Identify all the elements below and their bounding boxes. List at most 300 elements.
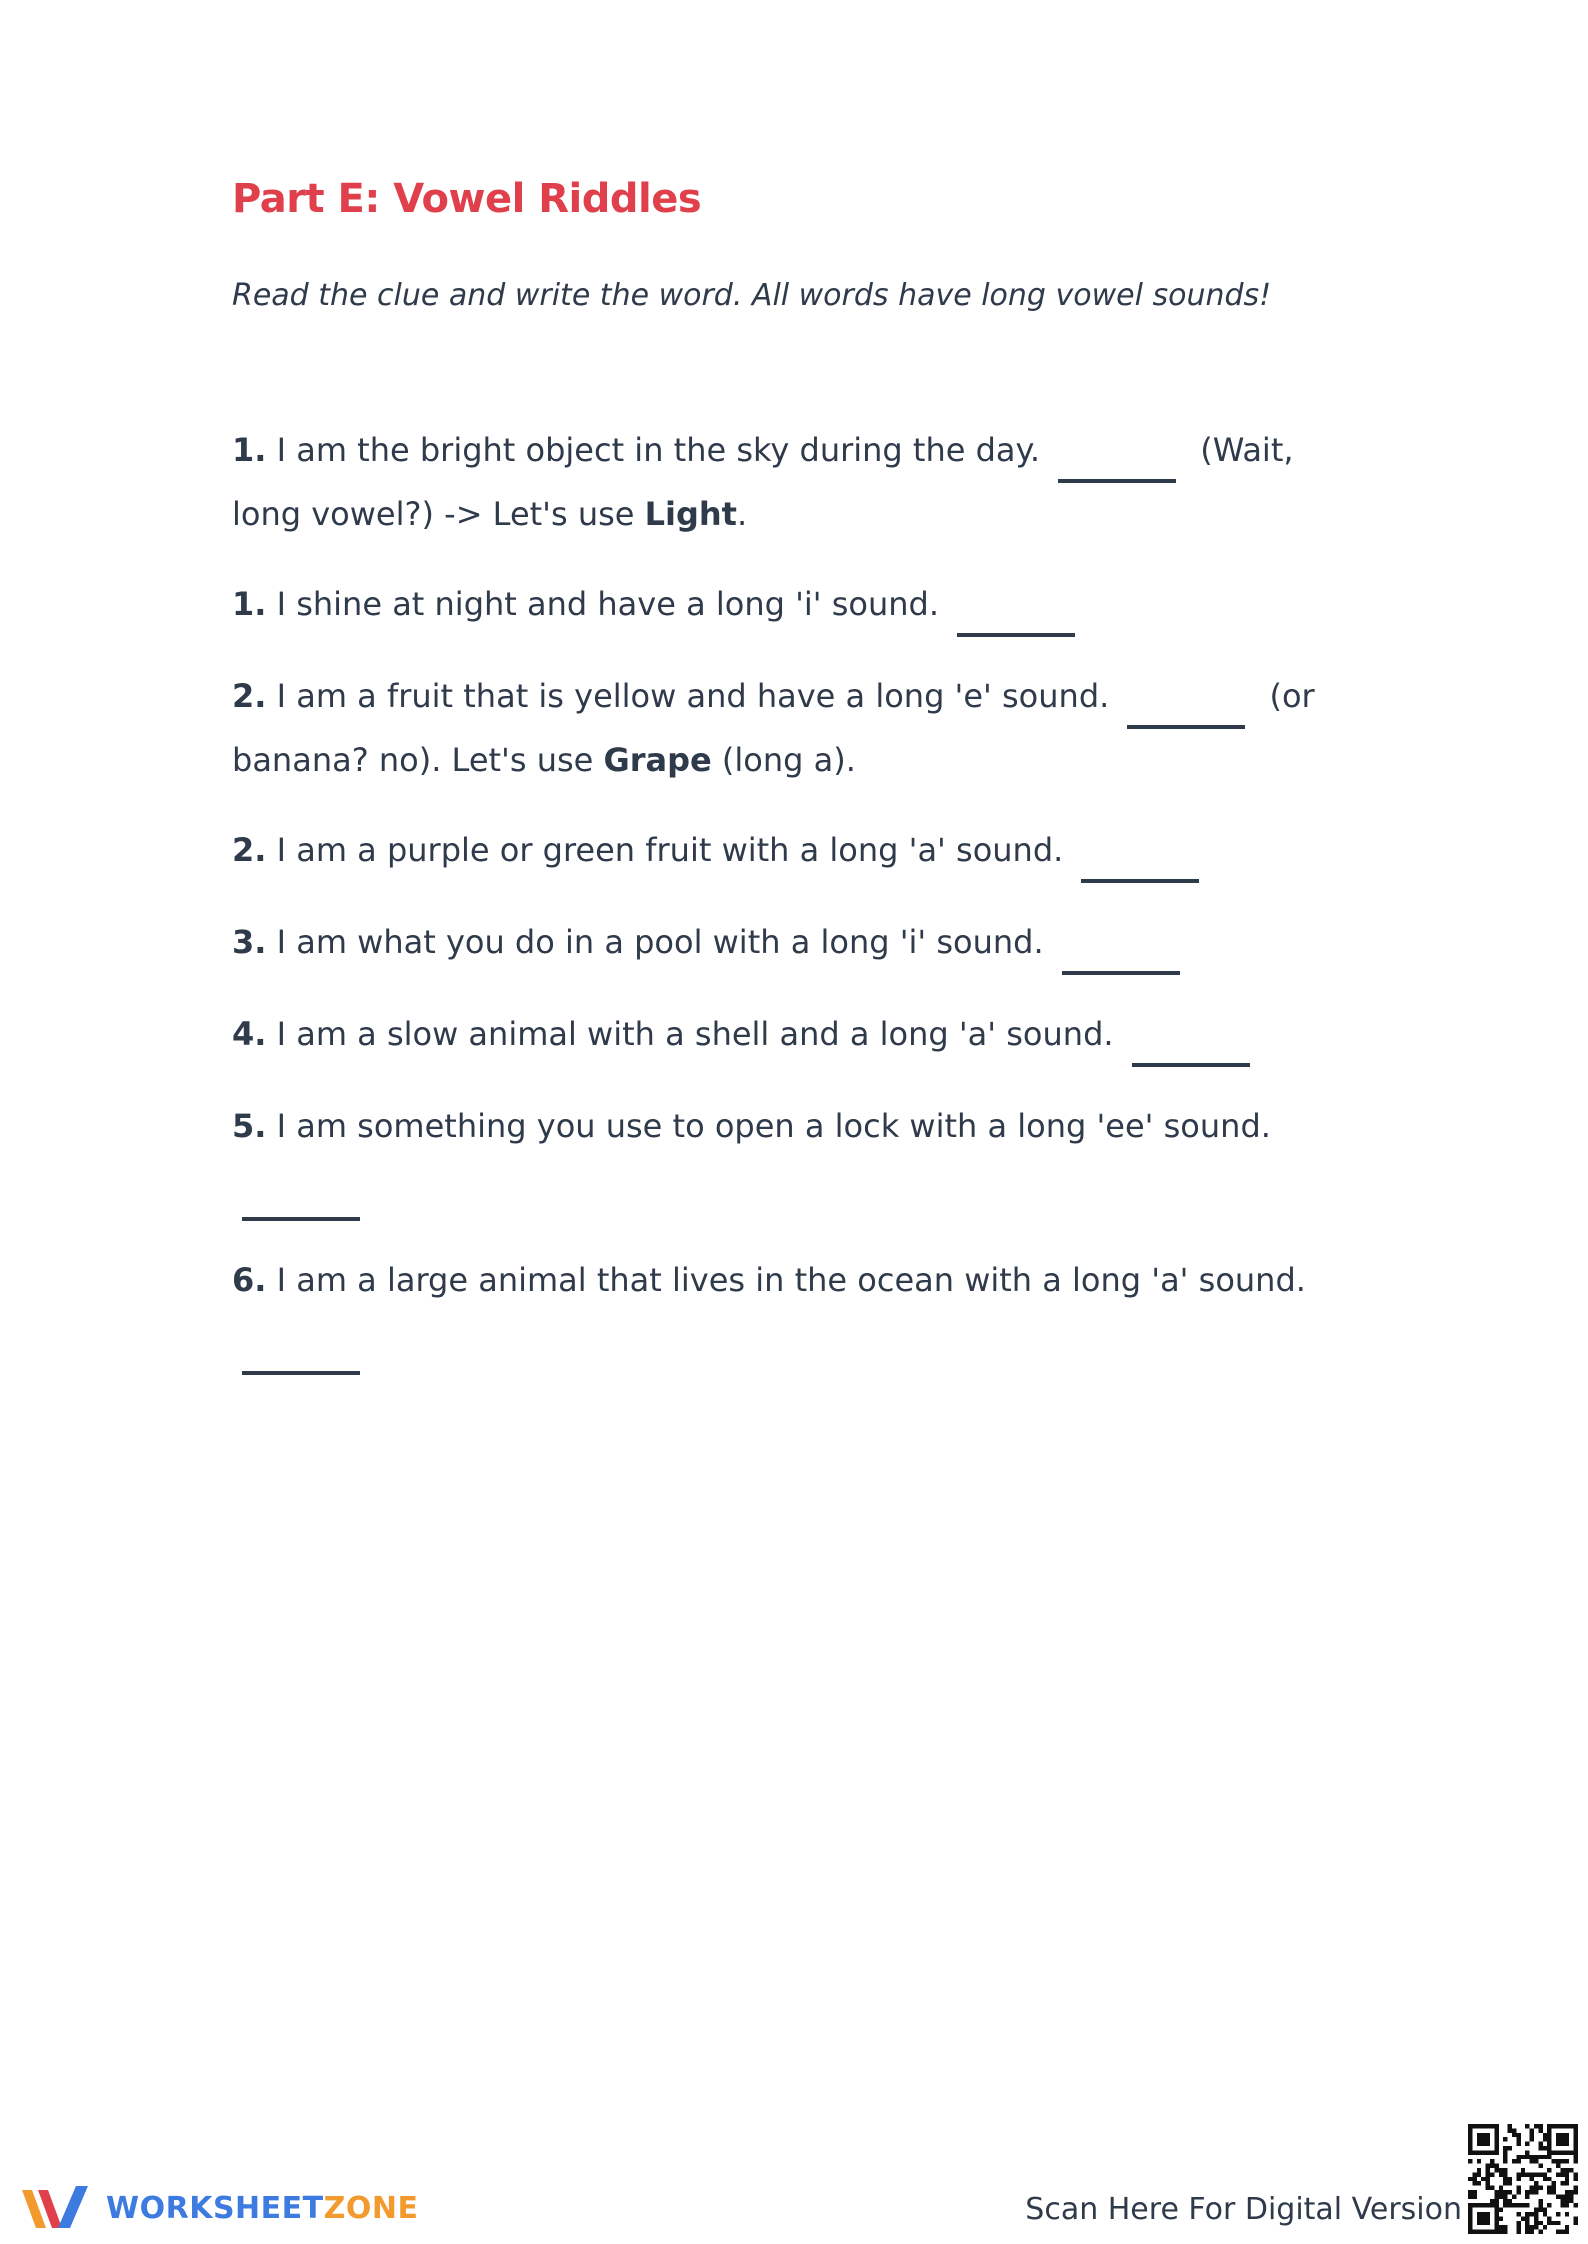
qr-module [1472, 2230, 1476, 2234]
qr-module [1525, 2212, 1529, 2216]
qr-module [1547, 2128, 1551, 2132]
qr-module [1556, 2159, 1560, 2163]
qr-module [1525, 2230, 1529, 2234]
qr-code-icon[interactable] [1468, 2124, 1578, 2234]
qr-module [1556, 2124, 1560, 2128]
qr-module [1525, 2142, 1529, 2146]
qr-module [1543, 2137, 1547, 2141]
qr-module [1468, 2212, 1472, 2216]
qr-module [1530, 2159, 1534, 2163]
qr-module [1569, 2124, 1573, 2128]
qr-module [1525, 2194, 1529, 2198]
item-number: 6. [232, 1261, 267, 1299]
qr-module [1477, 2124, 1481, 2128]
qr-module [1547, 2216, 1551, 2220]
qr-module [1477, 2216, 1481, 2220]
qr-module [1508, 2190, 1512, 2194]
qr-module [1486, 2150, 1490, 2154]
qr-module [1508, 2128, 1512, 2132]
qr-module [1560, 2137, 1564, 2141]
qr-module [1538, 2172, 1542, 2176]
qr-module [1552, 2186, 1556, 2190]
qr-module [1565, 2168, 1569, 2172]
qr-module [1503, 2146, 1507, 2150]
qr-module [1538, 2146, 1542, 2150]
riddle-note: (or banana? no). Let's use [232, 677, 1315, 779]
qr-module [1569, 2168, 1573, 2172]
qr-module [1486, 2172, 1490, 2176]
answer-blank[interactable] [957, 633, 1075, 637]
qr-module [1560, 2142, 1564, 2146]
qr-module [1560, 2159, 1564, 2163]
item-number: 1. [232, 585, 267, 623]
qr-module [1569, 2190, 1573, 2194]
qr-module [1547, 2146, 1551, 2150]
qr-module [1521, 2155, 1525, 2159]
qr-module [1547, 2190, 1551, 2194]
qr-module [1468, 2190, 1472, 2194]
qr-module [1490, 2164, 1494, 2168]
qr-module [1486, 2230, 1490, 2234]
qr-module [1468, 2194, 1472, 2198]
qr-module [1525, 2225, 1529, 2229]
qr-module [1565, 2190, 1569, 2194]
qr-module [1477, 2142, 1481, 2146]
qr-module [1512, 2133, 1516, 2137]
qr-module [1503, 2177, 1507, 2181]
qr-module [1574, 2172, 1578, 2176]
qr-module [1534, 2181, 1538, 2185]
qr-module [1543, 2146, 1547, 2150]
qr-module [1547, 2186, 1551, 2190]
qr-module [1538, 2142, 1542, 2146]
qr-module [1560, 2230, 1564, 2234]
qr-module [1543, 2172, 1547, 2176]
qr-module [1534, 2159, 1538, 2163]
qr-module [1508, 2146, 1512, 2150]
qr-module [1494, 2142, 1498, 2146]
qr-module [1486, 2142, 1490, 2146]
riddle-item-2a [232, 665, 1362, 791]
qr-module [1560, 2124, 1564, 2128]
qr-module [1516, 2212, 1520, 2216]
answer-blank[interactable] [1132, 1063, 1250, 1067]
riddle-text: I am what you do in a pool with a long 'i' sound. [276, 923, 1044, 961]
qr-module [1494, 2168, 1498, 2172]
qr-module [1472, 2177, 1476, 2181]
qr-module [1574, 2137, 1578, 2141]
qr-module [1547, 2124, 1551, 2128]
qr-module [1494, 2221, 1498, 2225]
qr-module [1534, 2186, 1538, 2190]
qr-module [1503, 2203, 1507, 2207]
qr-module [1477, 2137, 1481, 2141]
qr-module [1565, 2177, 1569, 2181]
qr-module [1525, 2216, 1529, 2220]
qr-module [1486, 2133, 1490, 2137]
qr-module [1574, 2146, 1578, 2150]
qr-module [1552, 2190, 1556, 2194]
qr-module [1486, 2124, 1490, 2128]
qr-module [1556, 2194, 1560, 2198]
qr-module [1477, 2212, 1481, 2216]
qr-module [1565, 2199, 1569, 2203]
qr-module [1538, 2164, 1542, 2168]
qr-module [1486, 2181, 1490, 2185]
item-number: 3. [232, 923, 267, 961]
qr-module [1552, 2181, 1556, 2185]
qr-module [1468, 2203, 1472, 2207]
qr-module [1516, 2159, 1520, 2163]
qr-module [1494, 2164, 1498, 2168]
riddle-text: I am a fruit that is yellow and have a long 'e' sound. [276, 677, 1110, 715]
qr-module [1481, 2221, 1485, 2225]
qr-module [1547, 2221, 1551, 2225]
riddle-item-5 [232, 1095, 1362, 1221]
qr-module [1565, 2181, 1569, 2185]
qr-module [1574, 2190, 1578, 2194]
qr-module [1503, 2155, 1507, 2159]
logo-text-worksheet: WORKSHEET [106, 2190, 324, 2226]
logo-text-zone: ZONE [323, 2190, 419, 2226]
qr-module [1494, 2190, 1498, 2194]
qr-module [1477, 2133, 1481, 2137]
qr-module [1560, 2168, 1564, 2172]
qr-module [1556, 2142, 1560, 2146]
qr-module [1538, 2186, 1542, 2190]
qr-module [1468, 2124, 1472, 2128]
qr-module [1565, 2172, 1569, 2176]
riddle-text: I am the bright object in the sky during the day. [276, 431, 1041, 469]
qr-module [1468, 2142, 1472, 2146]
qr-module [1494, 2230, 1498, 2234]
qr-module [1530, 2212, 1534, 2216]
qr-module [1468, 2230, 1472, 2234]
answer-blank[interactable] [1062, 971, 1180, 975]
qr-module [1525, 2150, 1529, 2154]
qr-module [1516, 2172, 1520, 2176]
answer-blank[interactable] [242, 1371, 360, 1375]
qr-module [1538, 2128, 1542, 2132]
qr-module [1547, 2133, 1551, 2137]
qr-module [1521, 2168, 1525, 2172]
riddle-answer-word: Grape [603, 741, 712, 779]
qr-module [1565, 2142, 1569, 2146]
qr-module [1499, 2230, 1503, 2234]
qr-module [1525, 2124, 1529, 2128]
qr-module [1538, 2124, 1542, 2128]
qr-module [1560, 2150, 1564, 2154]
qr-module [1503, 2159, 1507, 2163]
qr-module [1486, 2221, 1490, 2225]
riddle-item-4 [232, 1003, 1362, 1067]
qr-module [1481, 2216, 1485, 2220]
qr-module [1560, 2194, 1564, 2198]
item-number: 4. [232, 1015, 267, 1053]
qr-module [1477, 2221, 1481, 2225]
qr-module [1538, 2155, 1542, 2159]
qr-module [1538, 2221, 1542, 2225]
qr-module [1486, 2203, 1490, 2207]
qr-module [1503, 2230, 1507, 2234]
riddle-text: I am a slow animal with a shell and a long 'a' sound. [276, 1015, 1114, 1053]
qr-module [1499, 2194, 1503, 2198]
qr-module [1574, 2124, 1578, 2128]
answer-blank[interactable] [1127, 725, 1245, 729]
item-number: 2. [232, 831, 267, 869]
qr-module [1543, 2212, 1547, 2216]
qr-module [1481, 2177, 1485, 2181]
qr-module [1552, 2159, 1556, 2163]
qr-module [1494, 2137, 1498, 2141]
qr-module [1565, 2212, 1569, 2216]
qr-module [1565, 2203, 1569, 2207]
qr-module [1499, 2186, 1503, 2190]
qr-module [1569, 2194, 1573, 2198]
qr-module [1503, 2190, 1507, 2194]
qr-module [1534, 2221, 1538, 2225]
qr-module [1481, 2142, 1485, 2146]
qr-module [1472, 2194, 1476, 2198]
qr-module [1486, 2212, 1490, 2216]
qr-module [1494, 2212, 1498, 2216]
qr-module [1574, 2216, 1578, 2220]
qr-module [1486, 2168, 1490, 2172]
qr-module [1512, 2203, 1516, 2207]
riddle-note-tail: . [736, 495, 748, 533]
qr-module [1525, 2203, 1529, 2207]
qr-module [1538, 2199, 1542, 2203]
qr-module [1516, 2133, 1520, 2137]
qr-module [1556, 2172, 1560, 2176]
qr-module [1477, 2203, 1481, 2207]
qr-module [1516, 2203, 1520, 2207]
qr-module [1534, 2155, 1538, 2159]
qr-module [1512, 2128, 1516, 2132]
qr-module [1556, 2137, 1560, 2141]
qr-module [1508, 2124, 1512, 2128]
qr-module [1538, 2208, 1542, 2212]
qr-module [1490, 2159, 1494, 2163]
qr-module [1552, 2150, 1556, 2154]
qr-module [1530, 2133, 1534, 2137]
page-title: Part E: Vowel Riddles [232, 176, 702, 222]
worksheet-content [232, 176, 1362, 1403]
qr-module [1490, 2150, 1494, 2154]
qr-module [1565, 2159, 1569, 2163]
riddle-text: I am a purple or green fruit with a long 'a' sound. [276, 831, 1064, 869]
qr-module [1516, 2142, 1520, 2146]
qr-module [1574, 2128, 1578, 2132]
qr-module [1556, 2221, 1560, 2225]
qr-module [1547, 2142, 1551, 2146]
qr-module [1516, 2137, 1520, 2141]
qr-module [1574, 2186, 1578, 2190]
qr-module [1534, 2124, 1538, 2128]
riddle-item-3 [232, 911, 1362, 975]
qr-module [1468, 2159, 1472, 2163]
qr-module [1543, 2133, 1547, 2137]
qr-module [1477, 2159, 1481, 2163]
qr-module [1574, 2150, 1578, 2154]
qr-module [1569, 2199, 1573, 2203]
qr-module [1481, 2203, 1485, 2207]
qr-module [1486, 2177, 1490, 2181]
qr-module [1468, 2216, 1472, 2220]
qr-module [1556, 2212, 1560, 2216]
qr-module [1574, 2142, 1578, 2146]
qr-module [1468, 2137, 1472, 2141]
qr-module [1503, 2172, 1507, 2176]
qr-module [1530, 2225, 1534, 2229]
qr-module [1534, 2216, 1538, 2220]
qr-module [1486, 2137, 1490, 2141]
qr-module [1494, 2150, 1498, 2154]
qr-module [1556, 2133, 1560, 2137]
qr-module [1503, 2168, 1507, 2172]
riddle-item-1a [232, 419, 1362, 545]
qr-module [1516, 2177, 1520, 2181]
qr-module [1560, 2181, 1564, 2185]
qr-module [1481, 2150, 1485, 2154]
qr-module [1494, 2203, 1498, 2207]
qr-module [1516, 2186, 1520, 2190]
qr-module [1468, 2177, 1472, 2181]
answer-blank[interactable] [242, 1217, 360, 1221]
qr-module [1499, 2172, 1503, 2176]
riddle-item-1b [232, 573, 1362, 637]
qr-module [1503, 2199, 1507, 2203]
qr-module [1516, 2225, 1520, 2229]
qr-module [1481, 2137, 1485, 2141]
qr-module [1534, 2190, 1538, 2194]
qr-module [1477, 2172, 1481, 2176]
qr-module [1486, 2186, 1490, 2190]
qr-module [1494, 2124, 1498, 2128]
qr-module [1468, 2225, 1472, 2229]
qr-module [1490, 2186, 1494, 2190]
qr-module [1503, 2225, 1507, 2229]
qr-module [1530, 2172, 1534, 2176]
qr-module [1494, 2216, 1498, 2220]
qr-module [1481, 2124, 1485, 2128]
qr-module [1574, 2155, 1578, 2159]
qr-module [1477, 2230, 1481, 2234]
qr-module [1565, 2137, 1569, 2141]
qr-module [1560, 2199, 1564, 2203]
qr-module [1490, 2230, 1494, 2234]
qr-module [1499, 2168, 1503, 2172]
riddle-text: I am something you use to open a lock with a long 'ee' sound. [276, 1107, 1271, 1145]
answer-blank[interactable] [1058, 479, 1176, 483]
qr-module [1530, 2177, 1534, 2181]
qr-module [1530, 2190, 1534, 2194]
qr-module [1565, 2133, 1569, 2137]
qr-module [1468, 2208, 1472, 2212]
qr-module [1530, 2230, 1534, 2234]
qr-module [1574, 2159, 1578, 2163]
qr-module [1494, 2225, 1498, 2229]
qr-module [1494, 2208, 1498, 2212]
qr-module [1547, 2203, 1551, 2207]
riddle-note: (Wait, long vowel?) -> Let's use [232, 431, 1294, 533]
qr-module [1560, 2133, 1564, 2137]
qr-module [1494, 2194, 1498, 2198]
qr-module [1521, 2216, 1525, 2220]
qr-module [1534, 2172, 1538, 2176]
riddle-list [232, 419, 1362, 1375]
qr-module [1565, 2150, 1569, 2154]
qr-module [1530, 2186, 1534, 2190]
qr-module [1534, 2208, 1538, 2212]
qr-module [1543, 2208, 1547, 2212]
qr-module [1530, 2137, 1534, 2141]
qr-module [1486, 2164, 1490, 2168]
qr-module [1499, 2208, 1503, 2212]
riddle-note-tail: (long a). [711, 741, 856, 779]
qr-module [1565, 2230, 1569, 2234]
qr-module [1516, 2190, 1520, 2194]
qr-module [1552, 2124, 1556, 2128]
qr-module [1525, 2155, 1529, 2159]
riddle-text: I shine at night and have a long 'i' sound. [276, 585, 940, 623]
qr-module [1543, 2155, 1547, 2159]
qr-module [1574, 2221, 1578, 2225]
qr-module [1538, 2203, 1542, 2207]
qr-module [1547, 2177, 1551, 2181]
qr-module [1508, 2199, 1512, 2203]
qr-module [1530, 2155, 1534, 2159]
qr-module [1565, 2194, 1569, 2198]
qr-module [1494, 2133, 1498, 2137]
answer-blank[interactable] [1081, 879, 1199, 883]
qr-module [1565, 2225, 1569, 2229]
qr-module [1472, 2172, 1476, 2176]
qr-module [1472, 2150, 1476, 2154]
qr-module [1472, 2203, 1476, 2207]
riddle-answer-word: Light [644, 495, 737, 533]
qr-module [1547, 2150, 1551, 2154]
qr-module [1565, 2124, 1569, 2128]
qr-module [1556, 2150, 1560, 2154]
qr-module [1490, 2124, 1494, 2128]
qr-module [1472, 2124, 1476, 2128]
riddle-text: I am a large animal that lives in the ocean with a long 'a' sound. [276, 1261, 1306, 1299]
qr-module [1547, 2155, 1551, 2159]
qr-module [1490, 2199, 1494, 2203]
qr-module [1481, 2133, 1485, 2137]
qr-module [1525, 2190, 1529, 2194]
qr-module [1512, 2194, 1516, 2198]
qr-module [1508, 2181, 1512, 2185]
qr-module [1547, 2168, 1551, 2172]
worksheetzone-logo[interactable] [18, 2180, 418, 2236]
qr-module [1525, 2221, 1529, 2225]
qr-module [1477, 2168, 1481, 2172]
qr-module [1534, 2225, 1538, 2229]
riddle-item-2b [232, 819, 1362, 883]
qr-module [1534, 2212, 1538, 2216]
qr-module [1521, 2203, 1525, 2207]
qr-module [1547, 2137, 1551, 2141]
qr-module [1490, 2172, 1494, 2176]
qr-module [1530, 2128, 1534, 2132]
qr-module [1468, 2221, 1472, 2225]
qr-module [1574, 2133, 1578, 2137]
qr-module [1472, 2190, 1476, 2194]
scan-label: Scan Here For Digital Version [1025, 2192, 1462, 2227]
qr-module [1574, 2177, 1578, 2181]
